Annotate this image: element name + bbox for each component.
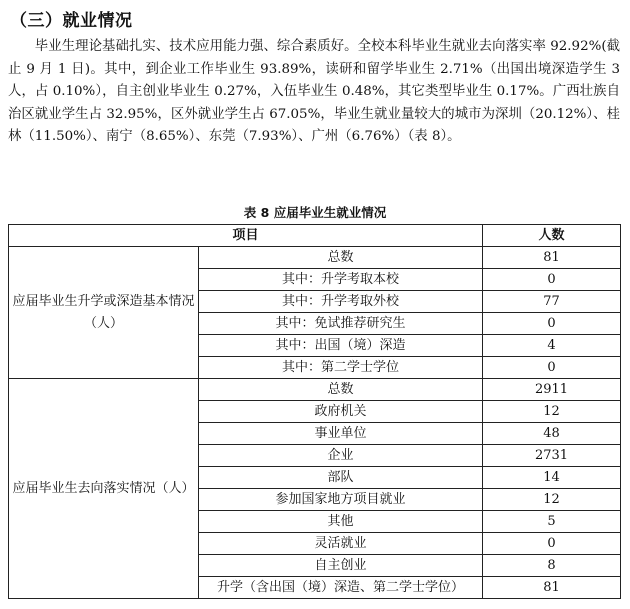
table-row <box>9 247 621 269</box>
row-count: 48 <box>483 423 621 445</box>
row-count: 4 <box>483 335 621 357</box>
row-count: 77 <box>483 291 621 313</box>
employment-paragraph <box>8 36 620 149</box>
row-count: 0 <box>483 357 621 379</box>
row-item: 其他 <box>199 511 483 533</box>
table-row <box>9 379 621 401</box>
row-item: 自主创业 <box>199 555 483 577</box>
employment-table <box>8 224 621 599</box>
row-item: 灵活就业 <box>199 533 483 555</box>
row-item: 政府机关 <box>199 401 483 423</box>
paragraph-text: 毕业生理论基础扎实、技术应用能力强、综合素质好。全校本科毕业生就业去向落实率 92.92%(截止 9 月 1 日)。其中，到企业工作毕业生 93.89%，读研和留学毕业生 2.71%（出国出境深造学生 3 人，占 0.10%），自主创业毕业生 0.27%，入伍毕业生 0.48%，其它类型毕业生 0.17%。广西壮族自治区就业学生占 32.95%，区外就业学生占 67.05%，毕业生就业量较大的城市为深圳（20.12%）、桂林（11.50%）、南宁（8.65%）、东莞（7.93%）、广州（6.76%）（表 8）。 <box>8 39 620 145</box>
row-item: 企业 <box>199 445 483 467</box>
row-count: 81 <box>483 577 621 599</box>
row-item: 总数 <box>199 247 483 269</box>
row-count: 81 <box>483 247 621 269</box>
row-item: 其中：免试推荐研究生 <box>199 313 483 335</box>
row-item: 其中：第二学士学位 <box>199 357 483 379</box>
row-item: 部队 <box>199 467 483 489</box>
group-label-destination: 应届毕业生去向落实情况（人） <box>9 379 199 599</box>
group-label-further-study: 应届毕业生升学或深造基本情况（人） <box>9 247 199 379</box>
row-item: 其中：升学考取本校 <box>199 269 483 291</box>
row-count: 2731 <box>483 445 621 467</box>
row-item: 参加国家地方项目就业 <box>199 489 483 511</box>
row-item: 总数 <box>199 379 483 401</box>
row-count: 0 <box>483 269 621 291</box>
row-count: 12 <box>483 401 621 423</box>
section-heading: （三）就业情况 <box>10 11 133 31</box>
row-count: 2911 <box>483 379 621 401</box>
row-count: 14 <box>483 467 621 489</box>
row-count: 12 <box>483 489 621 511</box>
row-item: 升学（含出国（境）深造、第二学士学位） <box>199 577 483 599</box>
row-item: 事业单位 <box>199 423 483 445</box>
row-item: 其中：升学考取外校 <box>199 291 483 313</box>
table-header-row <box>9 225 621 247</box>
row-count: 0 <box>483 313 621 335</box>
header-item: 项目 <box>9 225 483 247</box>
row-count: 5 <box>483 511 621 533</box>
row-count: 0 <box>483 533 621 555</box>
row-count: 8 <box>483 555 621 577</box>
header-count: 人数 <box>483 225 621 247</box>
row-item: 其中：出国（境）深造 <box>199 335 483 357</box>
table-caption: 表 8 应届毕业生就业情况 <box>243 205 387 220</box>
